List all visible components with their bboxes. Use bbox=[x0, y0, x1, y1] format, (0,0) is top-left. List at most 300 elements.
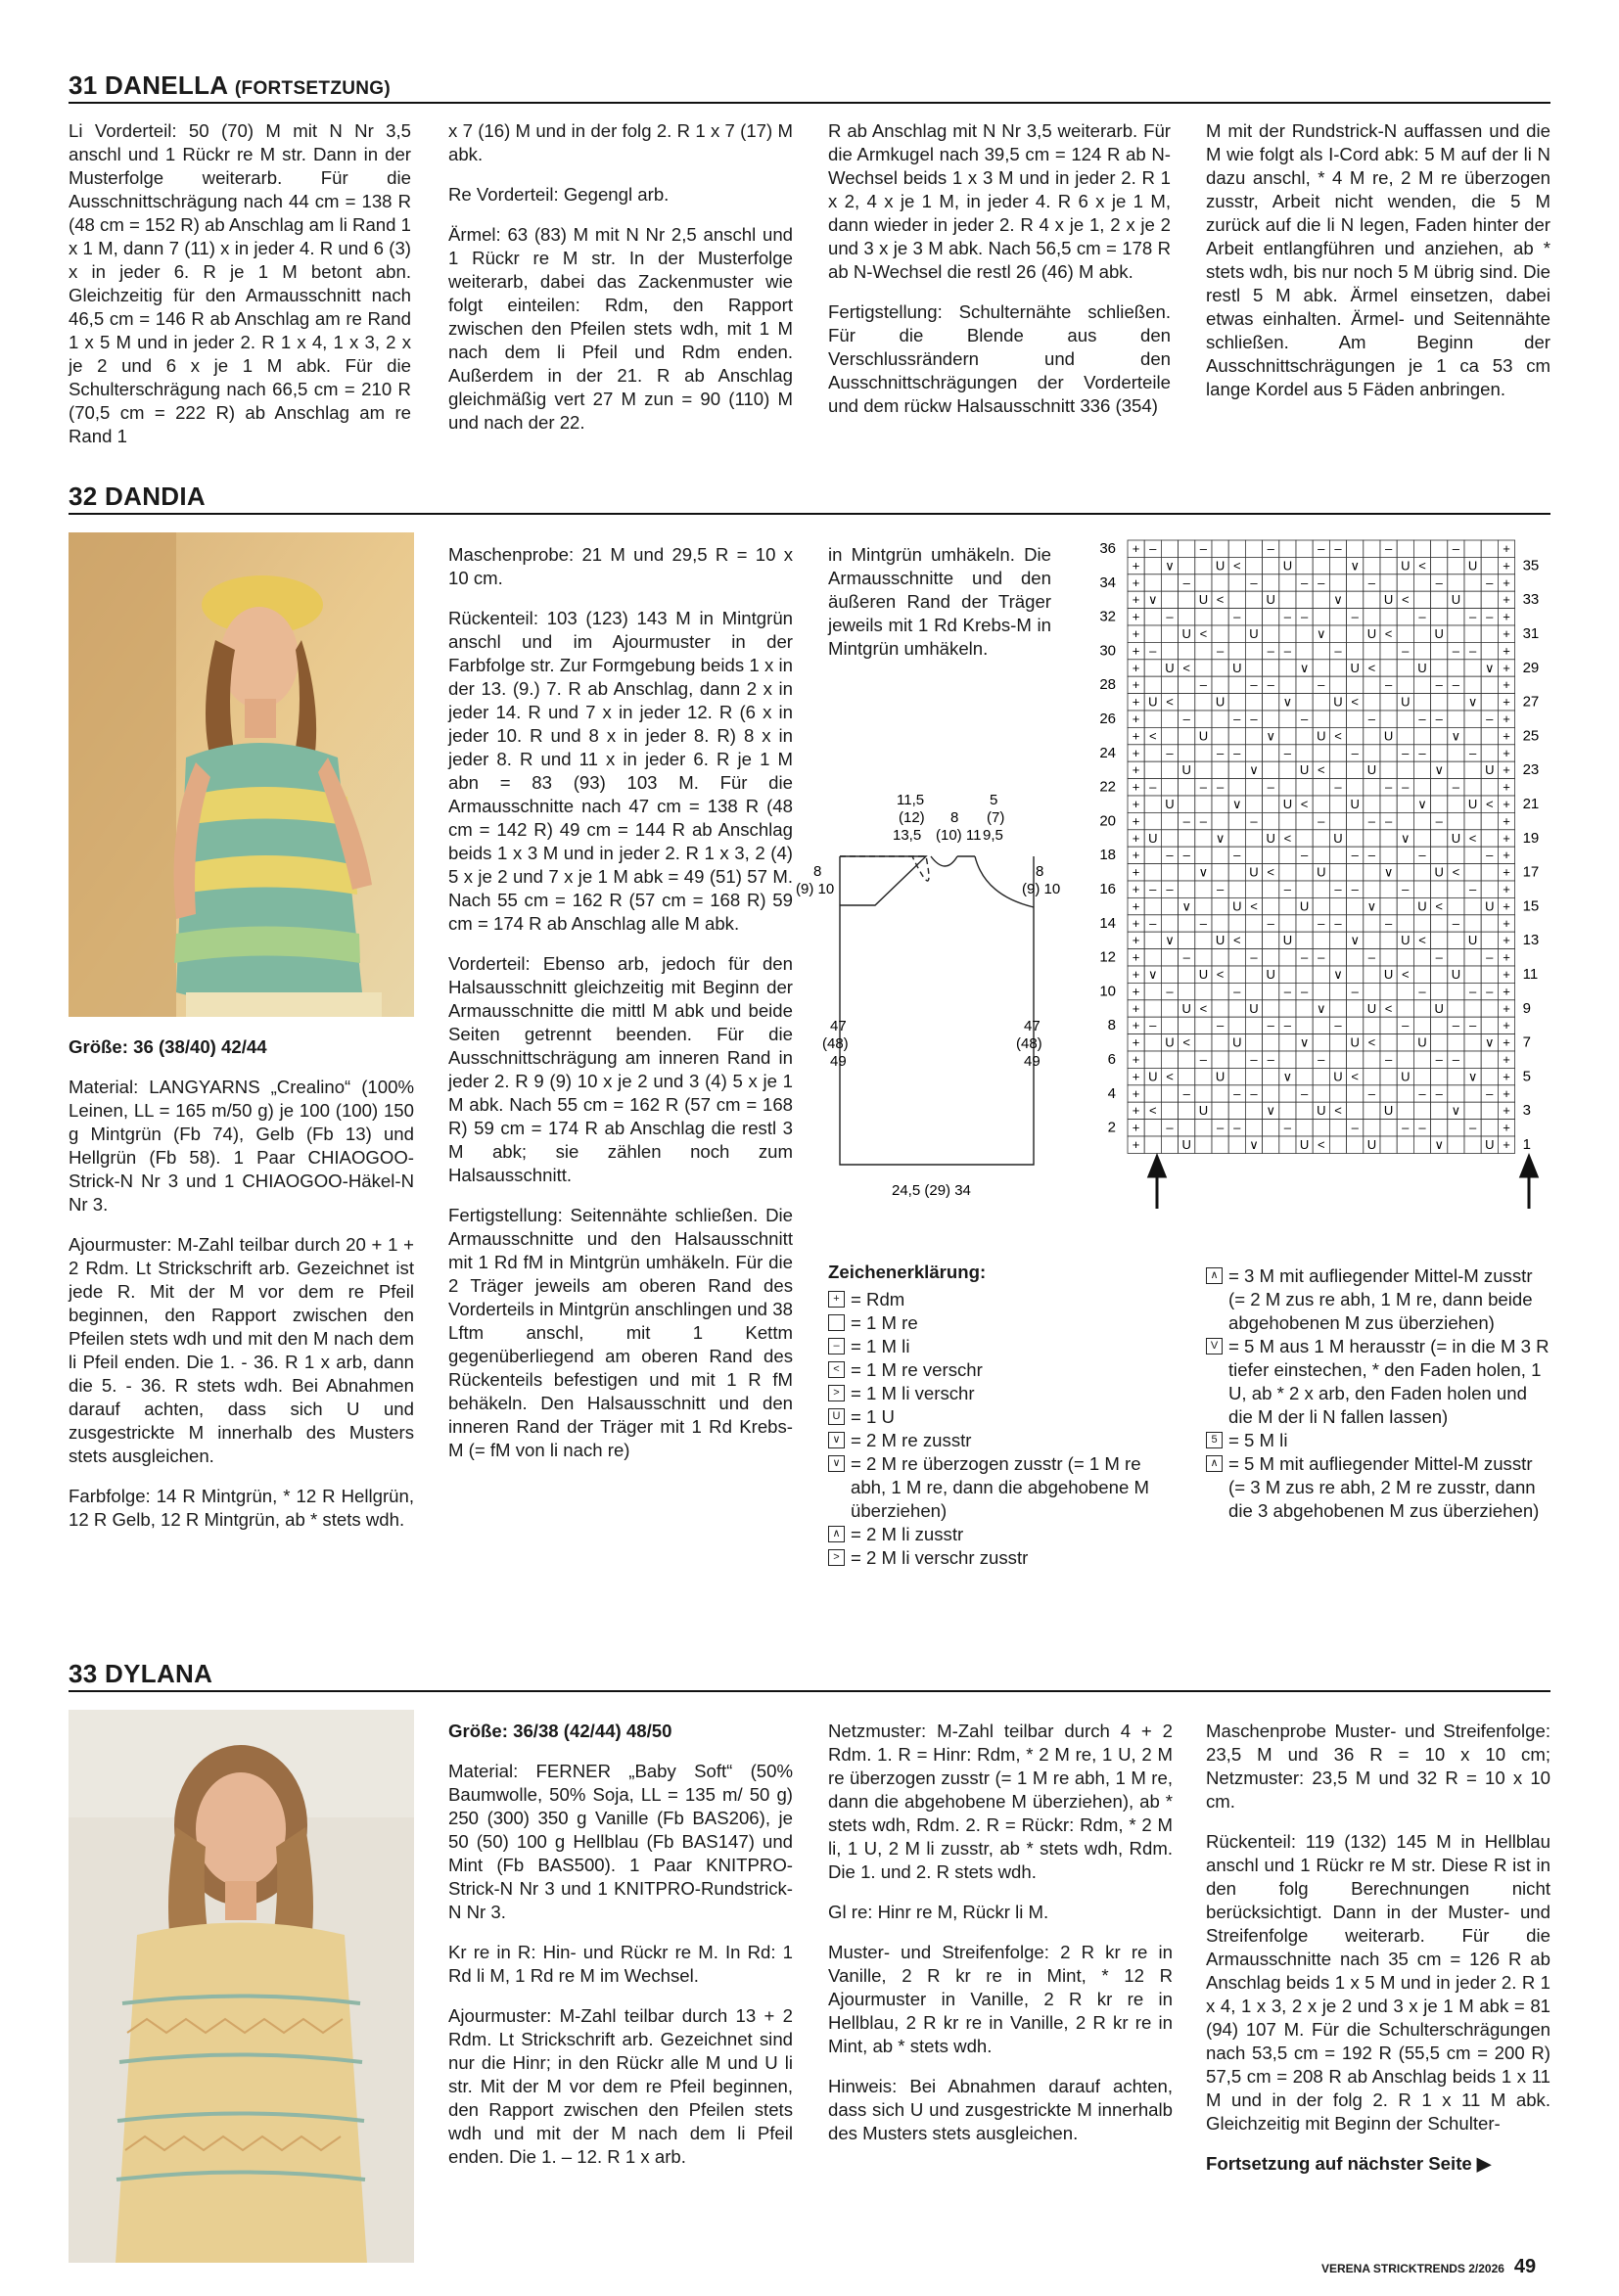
chart-row-label: 30 bbox=[1099, 642, 1116, 660]
legend-text: = 2 M re überzogen zusstr (= 1 M re abh, 1 M re, dann die abgehobene M überziehen) bbox=[851, 1453, 1149, 1521]
chart-cell bbox=[1161, 830, 1178, 847]
chart-symbol: – bbox=[1166, 882, 1174, 896]
chart-symbol: ∨ bbox=[1198, 864, 1209, 880]
chart-symbol: + bbox=[1503, 949, 1510, 965]
legend-text: = 1 M re verschr bbox=[851, 1359, 983, 1380]
chart-cell bbox=[1212, 915, 1228, 932]
chart-cell bbox=[1179, 983, 1195, 999]
legend-item bbox=[828, 1382, 1173, 1405]
chart-cell bbox=[1263, 694, 1279, 711]
chart-symbol: U bbox=[1417, 660, 1427, 675]
chart-cell bbox=[1212, 1034, 1228, 1051]
chart-symbol: < bbox=[1166, 694, 1174, 710]
chart-symbol: + bbox=[1132, 745, 1140, 760]
chart-symbol: ∨ bbox=[1165, 558, 1175, 574]
chart-symbol: ∨ bbox=[1165, 933, 1175, 948]
chart-cell bbox=[1279, 660, 1296, 676]
chart-symbol: – bbox=[1233, 745, 1241, 760]
chart-cell bbox=[1413, 574, 1430, 591]
chart-symbol: U bbox=[1165, 1034, 1175, 1050]
chart-cell bbox=[1279, 779, 1296, 796]
chart-cell bbox=[1397, 1136, 1413, 1153]
chart-symbol: – bbox=[1182, 848, 1190, 863]
chart-cell bbox=[1448, 1085, 1464, 1102]
chart-symbol: – bbox=[1435, 1052, 1443, 1067]
chart-cell bbox=[1161, 676, 1178, 693]
chart-cell bbox=[1179, 915, 1195, 932]
chart-symbol-icon: V bbox=[1206, 1338, 1223, 1355]
chart-cell bbox=[1364, 966, 1380, 983]
chart-symbol: + bbox=[1132, 882, 1140, 896]
chart-symbol: U bbox=[1383, 967, 1394, 982]
chart-symbol: – bbox=[1452, 643, 1460, 659]
chart-cell bbox=[1144, 660, 1161, 676]
chart-symbol: U bbox=[1366, 762, 1377, 778]
chart-cell bbox=[1380, 761, 1397, 778]
chart-cell bbox=[1347, 711, 1364, 727]
chart-cell bbox=[1245, 642, 1262, 659]
chart-symbol: U bbox=[1266, 592, 1275, 608]
chart-cell bbox=[1364, 1120, 1380, 1136]
chart-row-label: 16 bbox=[1099, 881, 1116, 897]
chart-cell bbox=[1397, 676, 1413, 693]
chart-cell bbox=[1296, 966, 1313, 983]
chart-symbol: – bbox=[1233, 609, 1241, 624]
chart-cell bbox=[1464, 540, 1481, 557]
chart-symbol: – bbox=[1334, 1018, 1342, 1033]
chart-cell bbox=[1279, 574, 1296, 591]
chart-symbol: U bbox=[1249, 1000, 1259, 1016]
chart-symbol: + bbox=[1503, 1018, 1510, 1033]
model-photo-dylana bbox=[69, 1710, 414, 2263]
garment-schematic bbox=[789, 788, 1073, 1209]
chart-cell bbox=[1313, 1085, 1329, 1102]
chart-row-label: 12 bbox=[1099, 948, 1116, 966]
s32-rueckenteil: Rückenteil: 103 (123) 143 M in Mintgrün anschl und im Ajourmuster in der Farbfolge str. Zur Formgebung beids 1 x in der 13. (9.) 7. R ab Anschlag, dann 2 x in jeder 14. R und 7 x in jeder 12. R (6 x in jeder 10. R und 8 x in jeder 8. R) 8 x in jeder 8. R und 11 x in jeder 6. R je 1 M abn = 83 (93) 103 M. Für die Armausschnitte nach 47 cm = 138 R (48 cm = 142 R) 49 cm = 144 R ab Anschlag beids 1 x 3 M und in jeder 2. R 1 x 3, 2 (4) 5 x je 2 und 7 x je 1 M abk = 49 (51) 57 M. Nach 55 cm = 162 R (57 cm = 168 R) 59 cm = 174 R ab Anschlag alle M abk. bbox=[448, 608, 793, 934]
chart-symbol: – bbox=[1300, 609, 1309, 624]
chart-cell bbox=[1263, 812, 1279, 829]
chart-symbol: U bbox=[1485, 1137, 1495, 1152]
chart-symbol: – bbox=[1367, 1085, 1376, 1101]
chart-symbol: + bbox=[1503, 1085, 1510, 1101]
chart-symbol: U bbox=[1366, 1137, 1377, 1152]
chart-cell bbox=[1481, 1051, 1498, 1068]
chart-cell bbox=[1380, 897, 1397, 914]
s31-col2 bbox=[448, 119, 793, 451]
chart-symbol: – bbox=[1267, 1052, 1274, 1067]
chart-symbol: U bbox=[1299, 1137, 1310, 1152]
chart-cell bbox=[1329, 1136, 1346, 1153]
schema-h5: (48) bbox=[1016, 1035, 1042, 1052]
chart-symbol: < bbox=[1149, 1103, 1157, 1119]
chart-cell bbox=[1464, 812, 1481, 829]
chart-symbol: – bbox=[1149, 1018, 1157, 1033]
chart-cell bbox=[1161, 727, 1178, 744]
chart-symbol: – bbox=[1233, 1085, 1241, 1101]
chart-cell bbox=[1228, 1068, 1245, 1084]
chart-cell bbox=[1380, 1034, 1397, 1051]
chart-symbol: + bbox=[1132, 728, 1140, 744]
chart-cell bbox=[1364, 796, 1380, 812]
chart-symbol: – bbox=[1250, 1085, 1258, 1101]
chart-cell bbox=[1313, 881, 1329, 897]
chart-symbol: < bbox=[1367, 660, 1376, 675]
arrows bbox=[1149, 1157, 1537, 1209]
chart-cell bbox=[1448, 897, 1464, 914]
chart-cell bbox=[1228, 591, 1245, 608]
chart-cell bbox=[1161, 642, 1178, 659]
chart-cell bbox=[1364, 609, 1380, 625]
chart-cell bbox=[1245, 1017, 1262, 1033]
chart-cell bbox=[1296, 591, 1313, 608]
chart-cell bbox=[1228, 949, 1245, 966]
chart-symbol: U bbox=[1215, 1069, 1226, 1084]
legend-item bbox=[828, 1523, 1173, 1546]
chart-cell bbox=[1296, 1017, 1313, 1033]
chart-symbol: – bbox=[1334, 882, 1342, 896]
chart-cell bbox=[1329, 625, 1346, 642]
s33-hinweis: Hinweis: Bei Abnahmen darauf achten, dass sich U und zusgestrickte M innerhalb des Musters stets ausgleichen. bbox=[828, 2076, 1173, 2143]
legend-text: = 2 M re zusstr bbox=[851, 1430, 972, 1450]
chart-symbol: U bbox=[1249, 864, 1259, 880]
chart-symbol: – bbox=[1418, 712, 1426, 726]
chart-symbol: + bbox=[1503, 813, 1510, 829]
chart-cell bbox=[1464, 779, 1481, 796]
chart-row-label: 3 bbox=[1522, 1102, 1531, 1120]
chart-symbol: < bbox=[1182, 660, 1190, 675]
chart-row-label: 5 bbox=[1522, 1068, 1531, 1085]
chart-cell bbox=[1364, 727, 1380, 744]
chart-symbol: – bbox=[1233, 712, 1241, 726]
chart-cell bbox=[1161, 897, 1178, 914]
chart-cell bbox=[1364, 591, 1380, 608]
chart-symbol: ∨ bbox=[1299, 1034, 1310, 1050]
chart-cell bbox=[1329, 711, 1346, 727]
chart-cell bbox=[1296, 676, 1313, 693]
chart-cell bbox=[1195, 609, 1212, 625]
legend-item bbox=[1206, 1335, 1550, 1429]
chart-symbol: – bbox=[1300, 1085, 1309, 1101]
chart-cell bbox=[1448, 1120, 1464, 1136]
s33-size: Größe: 36/38 (42/44) 48/50 bbox=[448, 1721, 672, 1741]
chart-row-label: 11 bbox=[1522, 966, 1539, 983]
chart-symbol: – bbox=[1283, 745, 1292, 760]
chart-cell bbox=[1263, 1120, 1279, 1136]
chart-cell bbox=[1364, 1068, 1380, 1084]
schema-top5: (10) 11 bbox=[936, 827, 982, 844]
chart-symbol: – bbox=[1300, 712, 1309, 726]
chart-symbol: < bbox=[1300, 797, 1309, 811]
chart-cell bbox=[1296, 540, 1313, 557]
chart-cell bbox=[1263, 983, 1279, 999]
chart-cell bbox=[1413, 694, 1430, 711]
chart-cell bbox=[1413, 676, 1430, 693]
chart-cell bbox=[1431, 966, 1448, 983]
chart-cell bbox=[1179, 540, 1195, 557]
chart-cell bbox=[1347, 727, 1364, 744]
chart-cell bbox=[1380, 796, 1397, 812]
chart-row-label: 35 bbox=[1522, 557, 1540, 574]
chart-symbol: U bbox=[1333, 830, 1343, 846]
chart-cell bbox=[1195, 796, 1212, 812]
chart-row-label: 14 bbox=[1099, 914, 1116, 932]
chart-cell bbox=[1481, 625, 1498, 642]
chart-symbol: ∨ bbox=[1249, 1137, 1259, 1152]
chart-symbol: + bbox=[1132, 1000, 1140, 1016]
chart-symbol: – bbox=[1486, 949, 1494, 965]
chart-symbol: – bbox=[1216, 882, 1225, 896]
chart-cell bbox=[1413, 1136, 1430, 1153]
chart-symbol: ∨ bbox=[1350, 558, 1360, 574]
chart-cell bbox=[1144, 1136, 1161, 1153]
chart-symbol: U bbox=[1215, 558, 1226, 574]
chart-symbol: + bbox=[1503, 830, 1510, 846]
chart-cell bbox=[1263, 1068, 1279, 1084]
chart-cell bbox=[1347, 897, 1364, 914]
chart-row-label: 7 bbox=[1522, 1033, 1531, 1051]
continue-next-page-link[interactable]: Fortsetzung auf nächster Seite ▶ bbox=[1206, 2153, 1492, 2174]
chart-symbol: – bbox=[1250, 949, 1258, 965]
chart-cell bbox=[1397, 915, 1413, 932]
chart-row-label: 18 bbox=[1099, 847, 1116, 864]
chart-cell bbox=[1364, 557, 1380, 574]
chart-cell bbox=[1380, 1017, 1397, 1033]
chart-symbol: + bbox=[1132, 1034, 1140, 1050]
chart-cell bbox=[1364, 864, 1380, 881]
chart-cell bbox=[1380, 557, 1397, 574]
chart-cell bbox=[1397, 761, 1413, 778]
chart-cell bbox=[1179, 864, 1195, 881]
chart-cell bbox=[1212, 897, 1228, 914]
chart-cell bbox=[1228, 1017, 1245, 1033]
model-photo-dandia bbox=[69, 532, 414, 1017]
chart-cell bbox=[1481, 966, 1498, 983]
chart-symbol: + bbox=[1503, 677, 1510, 693]
chart-cell bbox=[1448, 761, 1464, 778]
chart-symbol: – bbox=[1233, 984, 1241, 999]
section-rule bbox=[69, 1690, 1550, 1692]
chart-symbol: + bbox=[1503, 898, 1510, 914]
chart-cell bbox=[1228, 864, 1245, 881]
chart-cell bbox=[1481, 779, 1498, 796]
chart-cell bbox=[1397, 847, 1413, 863]
chart-cell bbox=[1347, 949, 1364, 966]
chart-cell bbox=[1212, 609, 1228, 625]
chart-symbol: U bbox=[1198, 592, 1209, 608]
chart-row-label: 8 bbox=[1107, 1017, 1116, 1034]
chart-symbol: U bbox=[1350, 1034, 1360, 1050]
chart-symbol: U bbox=[1282, 558, 1293, 574]
s31-text-cont: x 7 (16) M und in der folg 2. R 1 x 7 (17) M abk. bbox=[448, 120, 793, 164]
chart-cell bbox=[1144, 761, 1161, 778]
chart-cell bbox=[1464, 625, 1481, 642]
schema-right2: (9) 10 bbox=[1022, 881, 1061, 897]
chart-symbol: ∨ bbox=[1299, 660, 1310, 675]
legend-text: = 1 M li verschr bbox=[851, 1383, 975, 1403]
chart-symbol: ∨ bbox=[1282, 694, 1293, 710]
chart-symbol: – bbox=[1418, 1085, 1426, 1101]
chart-cell bbox=[1161, 1017, 1178, 1033]
chart-symbol: – bbox=[1166, 848, 1174, 863]
chart-cell bbox=[1313, 609, 1329, 625]
chart-symbol: ∨ bbox=[1266, 728, 1275, 744]
chart-symbol: U bbox=[1366, 626, 1377, 641]
legend-item bbox=[828, 1452, 1173, 1523]
chart-symbol: – bbox=[1468, 984, 1477, 999]
chart-cell bbox=[1212, 711, 1228, 727]
chart-cell bbox=[1212, 660, 1228, 676]
chart-cell bbox=[1313, 779, 1329, 796]
chart-cell bbox=[1161, 1102, 1178, 1119]
chart-symbol: – bbox=[1435, 574, 1443, 590]
chart-symbol-icon: 5 bbox=[1206, 1432, 1223, 1448]
chart-cell bbox=[1144, 932, 1161, 948]
chart-symbol: U bbox=[1282, 933, 1293, 948]
chart-cell bbox=[1380, 932, 1397, 948]
chart-cell bbox=[1380, 949, 1397, 966]
chart-symbol: – bbox=[1283, 609, 1292, 624]
chart-symbol: U bbox=[1451, 967, 1461, 982]
chart-symbol: + bbox=[1503, 864, 1510, 880]
chart-symbol: – bbox=[1452, 915, 1460, 931]
chart-cell bbox=[1212, 864, 1228, 881]
chart-symbol-icon: U bbox=[828, 1408, 845, 1425]
chart-cell bbox=[1161, 966, 1178, 983]
chart-symbol-icon: > bbox=[828, 1549, 845, 1566]
chart-symbol: ∨ bbox=[1451, 728, 1461, 744]
chart-symbol: + bbox=[1132, 779, 1140, 795]
chart-cell bbox=[1263, 745, 1279, 761]
chart-cell bbox=[1347, 830, 1364, 847]
s33-rueckenteil: Rückenteil: 119 (132) 145 M in Hellblau anschl und 1 Rückr re M str. Diese R ist in den folg Berechnungen nicht berücksichtigt. Dann in der Muster- und Streifenfolge weiterarb. Für die Armausschnitte nach 35 cm = 126 R ab Anschlag beids 1 x 5 M und in jeder 2. R 1 x 4, 1 x 3, 2 x je 2 und 3 x je 1 M abk = 81 (94) 107 M. Für die Schulterschrägungen nach 53,5 cm = 192 R (55,5 cm = 200 R) 57,5 cm = 208 R ab Anschlag beids 1 x 11 M und in der folg 2. R 1 x 11 M abk. Gleichzeitig mit Beginn der Schulter- bbox=[1206, 1831, 1550, 2134]
chart-cell bbox=[1313, 1068, 1329, 1084]
chart-cell bbox=[1397, 609, 1413, 625]
chart-symbol: – bbox=[1300, 949, 1309, 965]
chart-symbol: – bbox=[1283, 643, 1292, 659]
chart-cell bbox=[1212, 761, 1228, 778]
chart-cell bbox=[1144, 983, 1161, 999]
chart-cell bbox=[1448, 609, 1464, 625]
chart-symbol: + bbox=[1503, 797, 1510, 811]
chart-cell bbox=[1313, 796, 1329, 812]
chart-cell bbox=[1245, 830, 1262, 847]
chart-symbol: – bbox=[1149, 915, 1157, 931]
chart-cell bbox=[1380, 1085, 1397, 1102]
chart-cell bbox=[1161, 864, 1178, 881]
chart-symbol: < bbox=[1334, 1103, 1342, 1119]
legend-text: = 1 M li bbox=[851, 1336, 910, 1356]
chart-symbol: ∨ bbox=[1215, 830, 1226, 846]
chart-cell bbox=[1413, 591, 1430, 608]
chart-symbol: + bbox=[1132, 933, 1140, 948]
chart-cell bbox=[1195, 1085, 1212, 1102]
chart-cell bbox=[1431, 540, 1448, 557]
chart-cell bbox=[1263, 949, 1279, 966]
chart-row-label: 24 bbox=[1099, 744, 1116, 761]
chart-symbol: U bbox=[1181, 1137, 1191, 1152]
chart-cell bbox=[1263, 1034, 1279, 1051]
chart-row-label: 31 bbox=[1522, 625, 1540, 642]
chart-cell bbox=[1195, 557, 1212, 574]
chart-symbol: – bbox=[1182, 949, 1190, 965]
chart-cell bbox=[1279, 676, 1296, 693]
s32-ajourmuster: Ajourmuster: M-Zahl teilbar durch 20 + 1 + 2 Rdm. Lt Strickschrift arb. Gezeichnet ist jede R. Mit der M vor dem re Pfeil beginnen, den Rapport zwischen den Pfeilen stets wdh und mit den M nach dem li Pfeil enden. Die 1. - 36. R 1 x arb, dann die 5. - 36. R stets wdh. Bei Abnahmen darauf achten, dass sich U und zusgestrickte M innerhalb des Musters stets ausgleichen. bbox=[69, 1234, 414, 1466]
chart-cell bbox=[1195, 694, 1212, 711]
chart-cell bbox=[1329, 949, 1346, 966]
chart-cell bbox=[1448, 1068, 1464, 1084]
chart-symbol: – bbox=[1199, 541, 1208, 556]
chart-symbol: – bbox=[1418, 745, 1426, 760]
chart-cell bbox=[1413, 1068, 1430, 1084]
chart-symbol: – bbox=[1250, 712, 1258, 726]
footer bbox=[1321, 2256, 1536, 2278]
chart-symbol: – bbox=[1267, 779, 1274, 795]
chart-row-label: 26 bbox=[1099, 711, 1116, 727]
chart-cell bbox=[1228, 761, 1245, 778]
chart-symbol: < bbox=[1334, 728, 1342, 744]
chart-symbol: U bbox=[1317, 1103, 1326, 1119]
chart-cell bbox=[1413, 812, 1430, 829]
chart-symbol: U bbox=[1451, 592, 1461, 608]
chart-symbol: + bbox=[1503, 626, 1510, 641]
chart-cell bbox=[1212, 1000, 1228, 1017]
chart-symbol: U bbox=[1215, 933, 1226, 948]
chart-symbol: ∨ bbox=[1401, 830, 1411, 846]
chart-cell bbox=[1212, 676, 1228, 693]
chart-symbol: < bbox=[1318, 762, 1325, 778]
chart-cell bbox=[1397, 1000, 1413, 1017]
chart-cell bbox=[1431, 557, 1448, 574]
chart-cell bbox=[1296, 915, 1313, 932]
chart-cell bbox=[1481, 830, 1498, 847]
chart-symbol: – bbox=[1384, 813, 1393, 829]
chart-symbol: U bbox=[1333, 1069, 1343, 1084]
chart-cell bbox=[1144, 864, 1161, 881]
chart-symbol: – bbox=[1318, 677, 1325, 693]
chart-cell bbox=[1448, 881, 1464, 897]
chart-symbol: + bbox=[1503, 728, 1510, 744]
chart-cell bbox=[1228, 812, 1245, 829]
chart-cell bbox=[1380, 609, 1397, 625]
chart-cell bbox=[1245, 609, 1262, 625]
chart-cell bbox=[1397, 1051, 1413, 1068]
chart-cell bbox=[1279, 1051, 1296, 1068]
chart-cell bbox=[1144, 796, 1161, 812]
chart-symbol: – bbox=[1486, 574, 1494, 590]
chart-symbol: – bbox=[1468, 882, 1477, 896]
chart-symbol: < bbox=[1367, 1034, 1376, 1050]
schema-h3: 49 bbox=[830, 1053, 847, 1070]
chart-symbol: + bbox=[1132, 848, 1140, 863]
chart-symbol: U bbox=[1148, 694, 1158, 710]
chart-cell bbox=[1481, 557, 1498, 574]
chart-cell bbox=[1279, 1034, 1296, 1051]
chart-cell bbox=[1195, 745, 1212, 761]
chart-symbol: – bbox=[1452, 779, 1460, 795]
chart-cell bbox=[1413, 915, 1430, 932]
chart-cell bbox=[1431, 915, 1448, 932]
schema-h2: (48) bbox=[822, 1035, 849, 1052]
chart-cell bbox=[1464, 1034, 1481, 1051]
chart-cell bbox=[1464, 1085, 1481, 1102]
chart-symbol: ∨ bbox=[1417, 797, 1427, 811]
chart-symbol: – bbox=[1402, 1120, 1410, 1135]
chart-cell bbox=[1431, 796, 1448, 812]
chart-cell bbox=[1195, 949, 1212, 966]
s33-col2 bbox=[448, 1720, 793, 2185]
schema-top2: (12) bbox=[899, 809, 925, 826]
section-title-32: 32 DANDIA bbox=[69, 482, 206, 511]
